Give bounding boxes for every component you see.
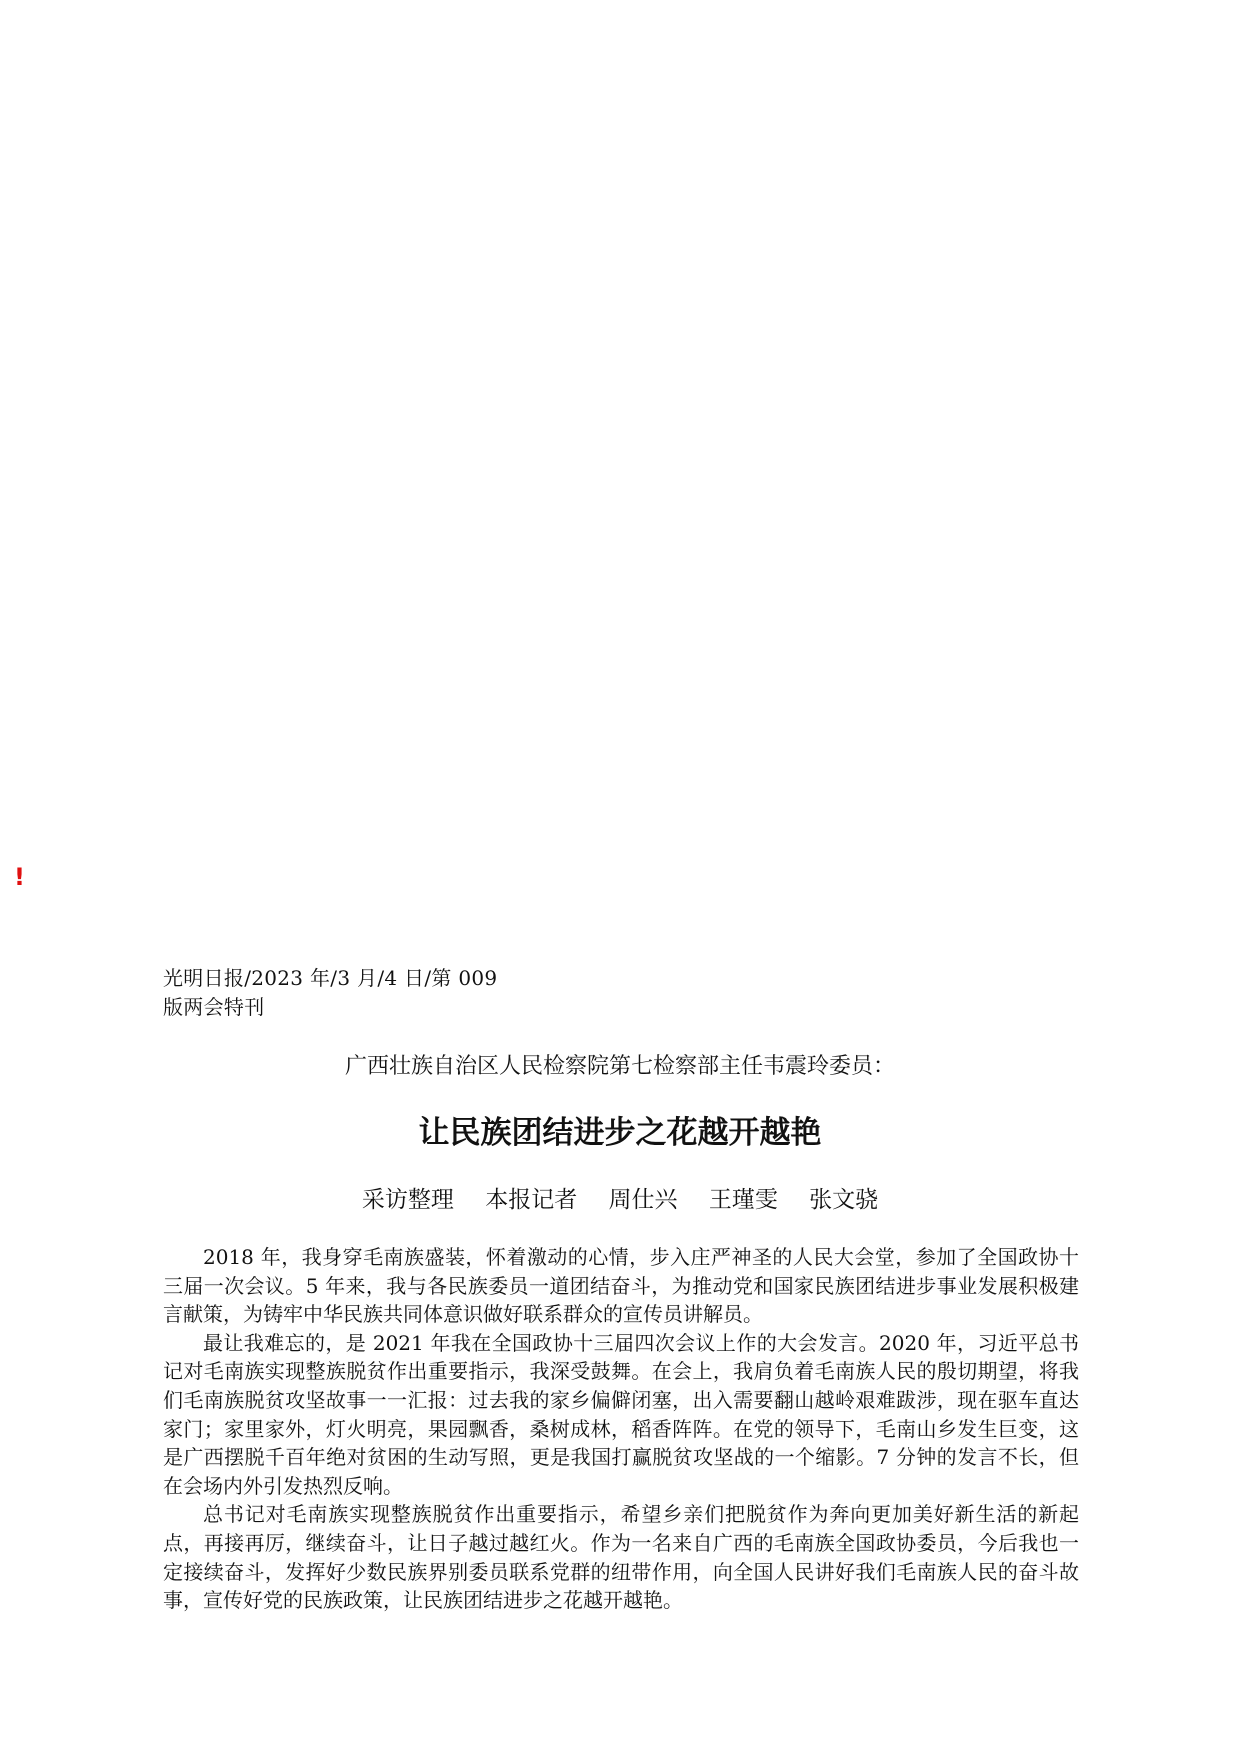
byline-name: 王瑾雯 bbox=[708, 1187, 778, 1213]
source-line-date: 光明日报/2023 年/3 月/4 日/第 009 bbox=[163, 966, 498, 990]
source-line-section: 版两会特刊 bbox=[163, 995, 265, 1019]
margin-exclamation-mark: ! bbox=[14, 863, 25, 891]
article-paragraph: 总书记对毛南族实现整族脱贫作出重要指示，希望乡亲们把脱贫作为奔向更加美好新生活的新起点，再接再厉，继续奋斗，让日子越过越红火。作为一名来自广西的毛南族全国政协委员，今后我也一定接续奋斗，发挥好少数民族界别委员联系党群的纽带作用，向全国人民讲好我们毛南族人民的奋斗故事，宣传好党的民族政策，让民族团结进步之花越开越艳。 bbox=[163, 1502, 1079, 1613]
byline-name: 张文骁 bbox=[809, 1187, 879, 1213]
byline-label: 采访整理 bbox=[361, 1187, 454, 1213]
article-kicker: 广西壮族自治区人民检察院第七检察部主任韦震玲委员： bbox=[344, 1054, 895, 1079]
source-citation bbox=[163, 964, 503, 1022]
article-paragraph: 2018 年，我身穿毛南族盛装，怀着激动的心情，步入庄严神圣的人民大会堂，参加了全国政协十三届一次会议。5 年来，我与各民族委员一道团结奋斗，为推动党和国家民族团结进步事业发展积极建言献策，为铸牢中华民族共同体意识做好联系群众的宣传员讲解员。 bbox=[163, 1245, 1079, 1327]
article-byline bbox=[0, 1184, 1240, 1216]
article-paragraph: 最让我难忘的，是 2021 年我在全国政协十三届四次会议上作的大会发言。2020 年，习近平总书记对毛南族实现整族脱贫作出重要指示，我深受鼓舞。在会上，我肩负着毛南族人民的殷切期望，将我们毛南族脱贫攻坚故事一一汇报：过去我的家乡偏僻闭塞，出入需要翻山越岭艰难跋涉，现在驱车直达家门；家里家外，灯火明亮，果园飘香，桑树成林，稻香阵阵。在党的领导下，毛南山乡发生巨变，这是广西摆脱千百年绝对贫困的生动写照，更是我国打赢脱贫攻坚战的一个缩影。7 分钟的发言不长，但在会场内外引发热烈反响。 bbox=[163, 1330, 1079, 1498]
byline-reporter-title: 本报记者 bbox=[485, 1187, 578, 1213]
article-body bbox=[163, 1243, 1079, 1615]
byline-name: 周仕兴 bbox=[608, 1187, 678, 1213]
article-headline: 让民族团结进步之花越开越艳 bbox=[418, 1115, 822, 1151]
